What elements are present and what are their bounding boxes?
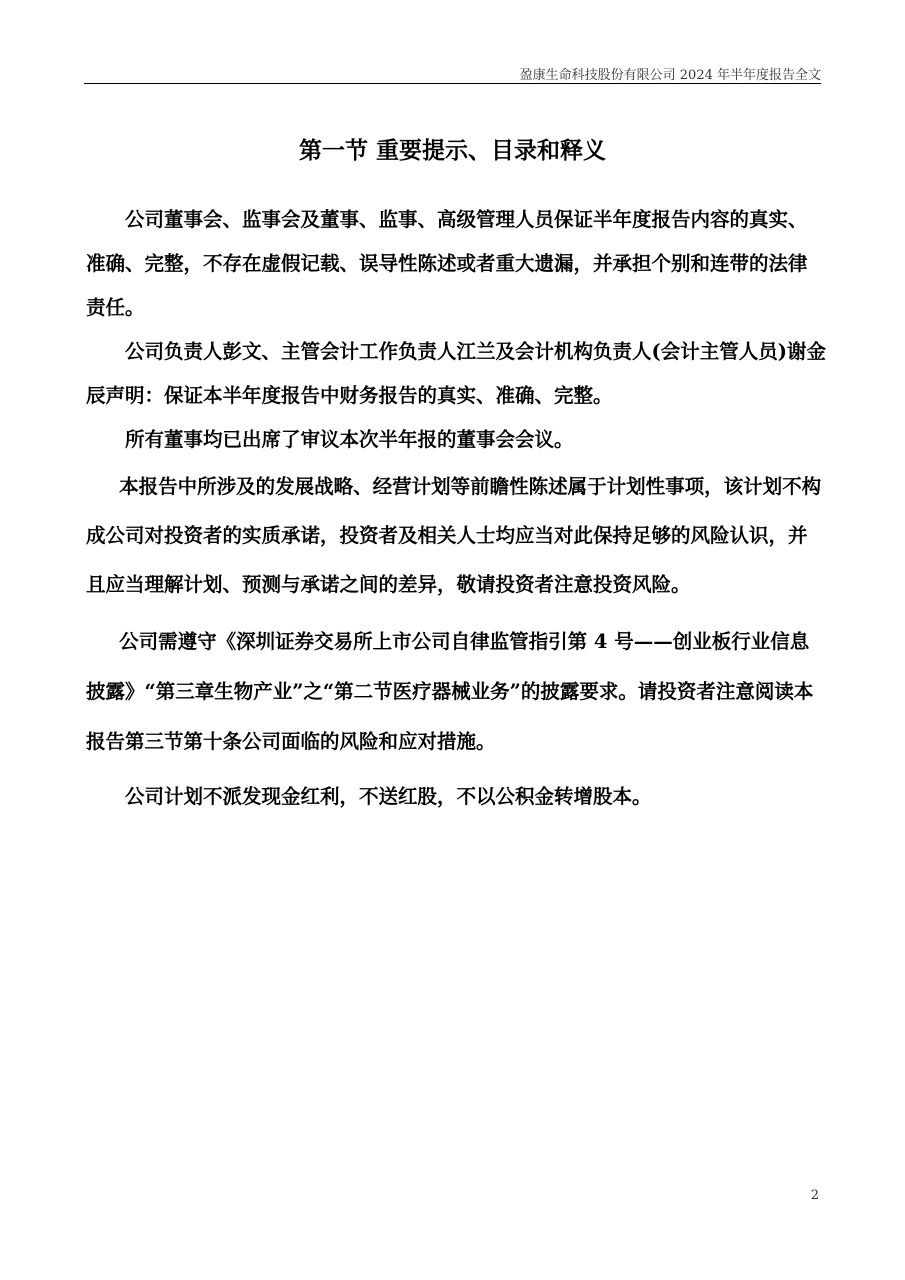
header-divider — [84, 83, 821, 84]
paragraph-board-guarantee: 公司董事会、监事会及董事、监事、高级管理人员保证半年度报告内容的真实、准确、完整，不存在虚假记载、误导性陈述或者重大遗漏，并承担个别和连带的法律责任。 — [86, 208, 808, 319]
report-header-title: 盈康生命科技股份有限公司 2024 年半年度报告全文 — [519, 68, 821, 83]
paragraph-directors-attendance: 所有董事均已出席了审议本次半年报的董事会会议。 — [125, 428, 574, 451]
section-title: 第一节 重要提示、目录和释义 — [298, 137, 606, 164]
paragraph-dividend-plan: 公司计划不派发现金红利，不送红股，不以公积金转增股本。 — [125, 785, 652, 808]
paragraph-forward-looking-risk: 本报告中所涉及的发展战略、经营计划等前瞻性陈述属于计划性事项，该计划不构成公司对投资者的实质承诺，投资者及相关人士均应当对此保持足够的风险认识，并且应当理解计划、预测与承诺之间的差异，敬请投资者注意投资风险。 — [86, 475, 822, 596]
paragraph-responsible-persons-statement: 公司负责人彭文、主管会计工作负责人江兰及会计机构负责人(会计主管人员)谢金辰声明：保证本半年度报告中财务报告的真实、准确、完整。 — [86, 340, 826, 407]
important-notice-body — [86, 198, 826, 819]
paragraph-disclosure-requirements: 公司需遵守《深圳证券交易所上市公司自律监管指引第 4 号——创业板行业信息披露》“第三章生物产业”之“第二节医疗器械业务”的披露要求。请投资者注意阅读本报告第三节第十条公司面临的风险和应对措施。 — [86, 630, 814, 753]
page-number: 2 — [810, 1188, 819, 1203]
